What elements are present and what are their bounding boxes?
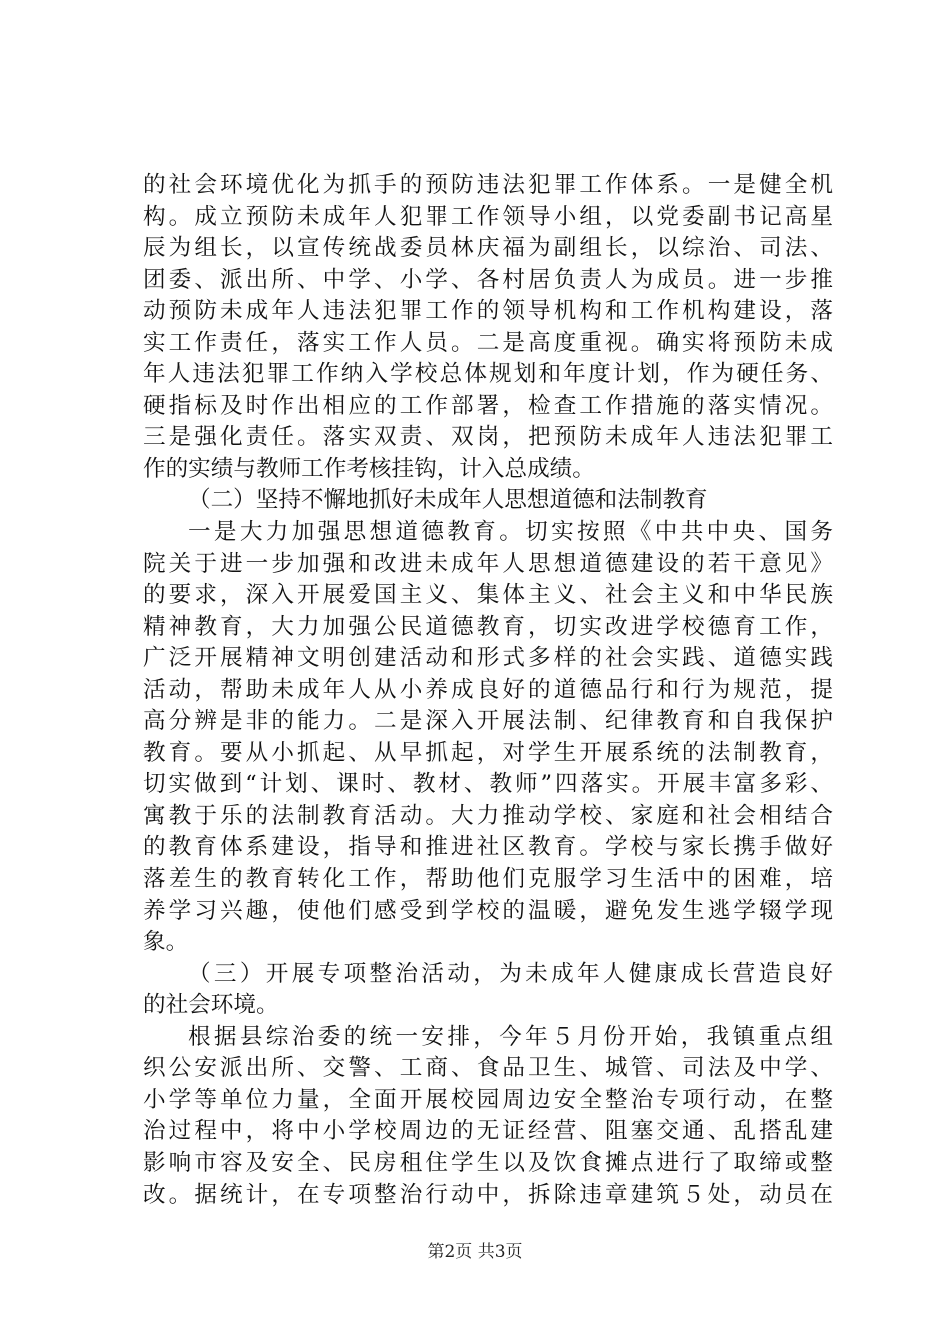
- text-line: 寓教于乐的法制教育活动。大力推动学校、家庭和社会相结合: [143, 802, 833, 829]
- text-line: 切实做到“计划、课时、教材、教师”四落实。开展丰富多彩、: [143, 771, 833, 798]
- text-line: 院关于进一步加强和改进未成年人思想道德建设的若干意见》: [143, 550, 833, 577]
- text-line: 团委、派出所、中学、小学、各村居负责人为成员。进一步推: [143, 266, 833, 293]
- text-line: （二）坚持不懈地抓好未成年人思想道德和法制教育: [188, 487, 708, 514]
- text-line: 一是大力加强思想道德教育。切实按照《中共中央、国务: [188, 519, 833, 546]
- text-line: 养学习兴趣，使他们感受到学校的温暖，避免发生逃学辍学现: [143, 897, 833, 924]
- text-line: 治过程中，将中小学校周边的无证经营、阻塞交通、乱搭乱建: [143, 1118, 833, 1145]
- text-line: 高分辨是非的能力。二是深入开展法制、纪律教育和自我保护: [143, 708, 833, 735]
- text-line: 根据县综治委的统一安排，今年５月份开始，我镇重点组: [188, 1023, 833, 1050]
- text-line: 的社会环境优化为抓手的预防违法犯罪工作体系。一是健全机: [143, 172, 833, 198]
- text-line: 象。: [143, 929, 189, 956]
- document-body: [143, 170, 833, 1211]
- text-line: 实工作责任，落实工作人员。二是高度重视。确实将预防未成: [143, 329, 833, 356]
- text-line: 的教育体系建设，指导和推进社区教育。学校与家长携手做好: [143, 834, 833, 861]
- text-line: 的社会环境。: [143, 992, 279, 1019]
- text-line: 年人违法犯罪工作纳入学校总体规划和年度计划，作为硬任务、: [143, 361, 833, 388]
- text-line: 动预防未成年人违法犯罪工作的领导机构和工作机构建设，落: [143, 298, 833, 325]
- text-line: 作的实绩与教师工作考核挂钩，计入总成绩。: [143, 455, 595, 482]
- page-footer: 第2页 共3页: [427, 1242, 523, 1262]
- text-line: 辰为组长，以宣传统战委员林庆福为副组长，以综治、司法、: [143, 235, 833, 262]
- text-line: 改。据统计，在专项整治行动中，拆除违章建筑５处，动员在: [143, 1181, 833, 1208]
- text-line: 的要求，深入开展爱国主义、集体主义、社会主义和中华民族: [143, 582, 833, 609]
- text-line: 三是强化责任。落实双责、双岗，把预防未成年人违法犯罪工: [143, 424, 833, 451]
- text-line: 影响市容及安全、民房租住学生以及饮食摊点进行了取缔或整: [143, 1149, 833, 1176]
- text-line: 精神教育，大力加强公民道德教育，切实改进学校德育工作，: [143, 613, 833, 640]
- text-line: 落差生的教育转化工作，帮助他们克服学习生活中的困难，培: [143, 866, 833, 893]
- text-line: 构。成立预防未成年人犯罪工作领导小组，以党委副书记高星: [143, 203, 833, 230]
- text-line: （三）开展专项整治活动，为未成年人健康成长营造良好: [188, 960, 833, 987]
- text-line: 教育。要从小抓起、从早抓起，对学生开展系统的法制教育，: [143, 739, 833, 766]
- text-line: 活动，帮助未成年人从小养成良好的道德品行和行为规范，提: [143, 676, 833, 703]
- text-line: 硬指标及时作出相应的工作部署，检查工作措施的落实情况。: [143, 392, 833, 419]
- text-line: 织公安派出所、交警、工商、食品卫生、城管、司法及中学、: [143, 1055, 833, 1082]
- text-line: 广泛开展精神文明创建活动和形式多样的社会实践、道德实践: [143, 645, 833, 672]
- text-line: 小学等单位力量，全面开展校园周边安全整治专项行动，在整: [143, 1086, 833, 1113]
